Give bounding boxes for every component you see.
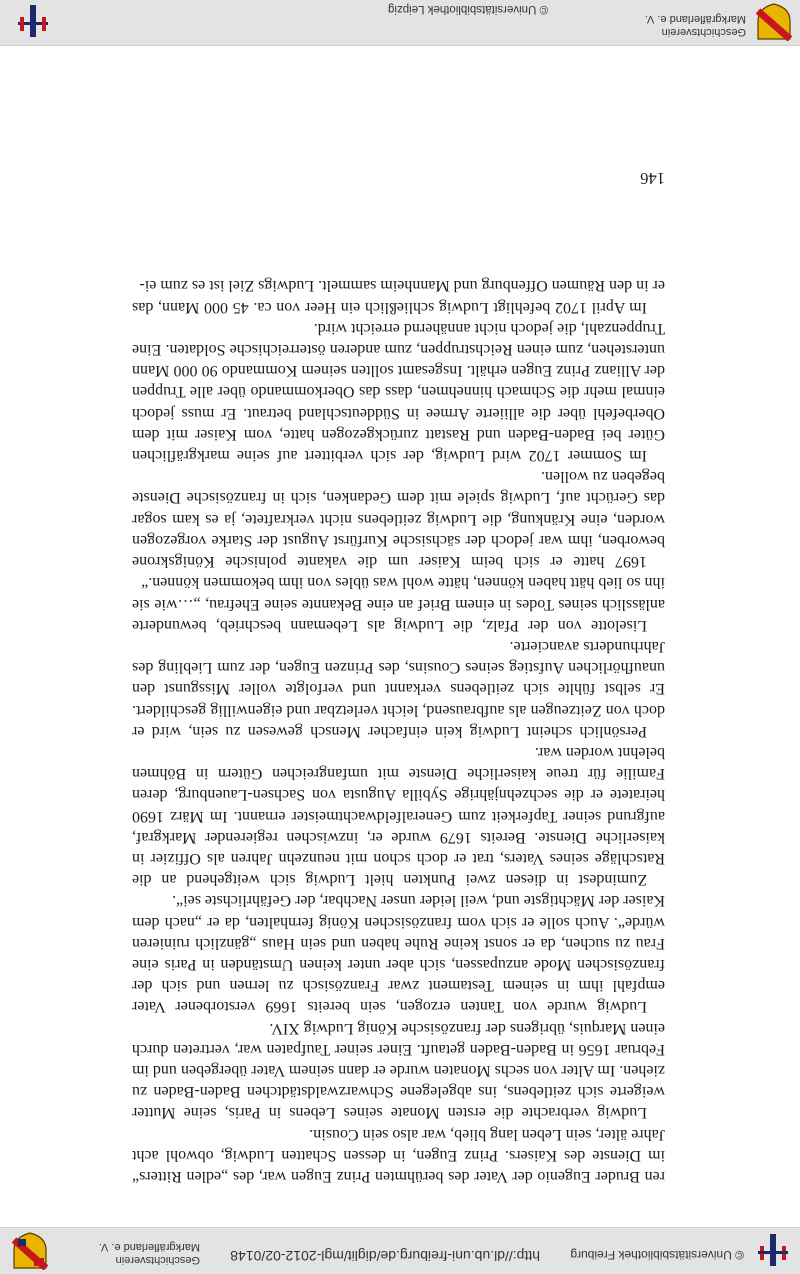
footer-library-credit: © Universitätsbibliothek Leipzig xyxy=(388,3,548,15)
paragraph: Ludwig wurde von Tanten erzogen, sein bereits 1669 verstorbener Vater empfahl ihm in seinem Testament zwar Französisch zu lernen und sich der französischen Mode anzupassen, sich aber unter keinen Umständen in Paris eine Frau zu suchen, da er sonst keine Ruhe haben und sein Haus „gänzlich ruinieren würde“. Auch solle er sich vom französischen König fernhalten, da er „nach dem Kaiser der Mächtigste und, weil leider unser Nachbar, der Gefährlichste sei“. xyxy=(132,892,665,1016)
header-bar xyxy=(0,1227,800,1274)
footer-society-name xyxy=(645,12,746,38)
society-name-line2: Markgräflerland e. V. xyxy=(98,1241,200,1253)
page-body-text xyxy=(132,275,665,1187)
page-number: 146 xyxy=(640,169,665,188)
university-logo-icon xyxy=(754,1232,792,1268)
paragraph: Ludwig verbrachte die ersten Monate seines Lebens in Paris, seine Mutter weigerte sich zeitlebens, ins abgelegene Schwarzwaldstädtchen Baden-Baden zu ziehen. Im Alter von sechs Monaten wurde er dann seinem Vater übergeben und im Februar 1656 in Baden-Baden getauft. Einer seiner Taufpaten war, vertreten durch einen Marquis, übrigens der französische König Ludwig XIV. xyxy=(132,1019,665,1122)
paragraph: ren Bruder Eugenio der Vater des berühmten Prinz Eugen war, des „edlen Ritters“ im Dienste des Kaisers. Prinz Eugen, in dessen Schatten Ludwig, obwohl acht Jahre älter, sein Leben lang blieb, war also sein Cousin. xyxy=(132,1125,665,1185)
paragraph: Liselotte von der Pfalz, die Ludwig als Lebemann beschrieb, bewunderte anlässlich seines Todes in einem Brief an eine Bekannte seine Ehefrau, „…wie sie ihn so lieb hätt haben können, hätte wohl was übles von ihm bekommen können.“ xyxy=(132,574,665,634)
footer-society-line2: Markgräflerland e. V. xyxy=(644,13,746,25)
society-name xyxy=(99,1240,200,1266)
coat-of-arms-icon xyxy=(756,3,792,41)
paragraph: 1697 hatte er sich beim Kaiser um die vakante polnische Königskrone beworben, ihm war jedoch der sächsische Kurfürst August der Starke vorgezogen worden, eine Kränkung, die Ludwig zeitlebens nicht verkraftete, ja es kam sogar das Gerücht auf, Ludwig spiele mit dem Gedanken, sich in französische Dienste begeben zu wollen. xyxy=(132,468,665,571)
footer-bar xyxy=(0,0,800,46)
coat-of-arms-icon xyxy=(12,1232,48,1270)
society-name-line1: Geschichtsverein xyxy=(115,1254,200,1266)
scanned-page xyxy=(0,46,800,1228)
footer-society-line1: Geschichtsverein xyxy=(661,26,746,38)
footer-library-name: Universitätsbibliothek Leipzig xyxy=(388,3,537,15)
library-credit: © Universitätsbibliothek Freiburg xyxy=(570,1248,744,1262)
paragraph: Zumindest in diesen zwei Punkten hielt Ludwig sich weitgehend an die Ratschläge seines Vaters, trat er doch schon mit neunzehn Jahren als Offizier in kaiserliche Dienste. Bereits 1679 wurde er, inzwischen regierender Markgraf, aufgrund seiner Tapferkeit zum Generalfeldwachtmeister ernannt. Im März 1690 heiratete er die sechzehnjährige Sybilla Augusta von Sachsen-Lauenburg, deren Familie für treue kaiserliche Dienste mit umfangreichen Gütern in Böhmen belehnt worden war. xyxy=(132,743,665,889)
paragraph: Persönlich scheint Ludwig kein einfacher Mensch gewesen zu sein, wird er doch von Zeitzeugen als aufbrausend, leicht verletzbar und eigenwillig geschildert. Er selbst fühlte sich zeitlebens verkannt und verfolgte voller Missgunst den unaufhörlichen Aufstieg seines Cousins, des Prinzen Eugen, der zum Liebling des Jahrhunderts avancierte. xyxy=(132,637,665,740)
paragraph: Im April 1702 befehligt Ludwig schließlich ein Heer von ca. 45 000 Mann, das er in den Räumen Offenburg und Mannheim sammelt. Ludwigs Ziel ist es zum ei- xyxy=(132,277,665,316)
footer-university-logo-icon xyxy=(14,3,52,39)
library-name: Universitätsbibliothek Freiburg xyxy=(570,1248,732,1262)
page-url[interactable]: http://dl.ub.uni-freiburg.de/diglit/mgl-2012-02/0148 xyxy=(230,1248,540,1264)
paragraph: Im Sommer 1702 wird Ludwig, der sich verbittert auf seine markgräflichen Güter bei Baden-Baden und Rastatt zurückgezogen hatte, vom Kaiser mit dem Oberbefehl über die alliierte Armee in Süddeutschland betraut. Er muss jedoch einmal mehr die Schmach hinnehmen, dass das Oberkommando über alle Truppen der Allianz Prinz Eugen erhält. Insgesamt sollten seinem Kommando 90 000 Mann unterstehen, zum einen Reichstruppen, zum anderen österreichische Soldaten. Eine Truppenzahl, die jedoch nicht annähernd erreicht wird. xyxy=(132,319,665,465)
